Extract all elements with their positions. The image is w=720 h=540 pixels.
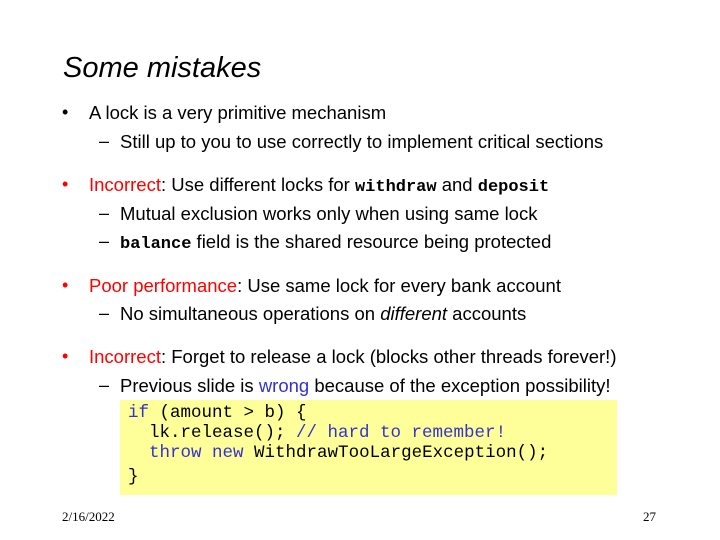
sub-bullet-text (120, 231, 551, 254)
code-balance: balance (120, 235, 192, 254)
label-incorrect: Incorrect (89, 346, 161, 367)
page-number: 27 (643, 509, 656, 524)
text: and (436, 174, 478, 195)
text: because of the exception possibility! (309, 375, 611, 396)
keyword-if: if (128, 403, 150, 423)
sub-bullet-text (120, 303, 526, 325)
dash-marker: – (99, 303, 110, 323)
dash-marker: – (99, 375, 110, 395)
bullet-text (89, 346, 616, 368)
code-line-2 (128, 423, 506, 443)
dash-marker: – (99, 231, 110, 251)
code-withdraw: withdraw (354, 178, 437, 197)
text: field is the shared resource being protected (191, 231, 552, 252)
bullet-text: A lock is a very primitive mechanism (89, 102, 387, 123)
code-line-1 (128, 403, 307, 423)
code-text: WithdrawTooLargeException(); (243, 443, 549, 463)
keyword-new: new (212, 443, 244, 463)
keyword-throw: throw (128, 443, 202, 463)
code-line-3 (128, 443, 548, 463)
bullet-text (89, 275, 561, 297)
code-deposit: deposit (477, 178, 550, 197)
text: Previous slide is (120, 375, 259, 396)
sub-bullet-text (120, 375, 611, 397)
text: : Use same lock for every bank account (237, 275, 561, 296)
dash-marker: – (99, 203, 110, 223)
text: No simultaneous operations on (120, 303, 381, 324)
bullet-marker: • (62, 102, 69, 122)
sub-bullet-text: Still up to you to use correctly to implement critical sections (120, 131, 604, 152)
code-block (120, 400, 617, 495)
bullet-marker: • (62, 275, 69, 295)
text: : Forget to release a lock (blocks other threads forever!) (160, 346, 617, 367)
code-text: lk.release(); (128, 423, 297, 443)
code-line-4: } (128, 467, 139, 487)
text: : Use different locks for (160, 174, 355, 195)
label-poor-performance: Poor performance (89, 275, 238, 296)
bullet-marker: • (62, 174, 69, 194)
text: accounts (447, 303, 527, 324)
code-text: (amount > b) { (149, 403, 307, 423)
sub-bullet-text: Mutual exclusion works only when using same lock (120, 203, 538, 224)
footer-date: 2/16/2022 (62, 509, 115, 524)
slide-title: Some mistakes (63, 52, 262, 84)
code-text (202, 443, 213, 463)
code-comment: // hard to remember! (296, 423, 507, 443)
dash-marker: – (99, 131, 110, 151)
bullet-text (89, 174, 549, 197)
highlight-wrong: wrong (258, 375, 310, 396)
bullet-marker: • (62, 346, 69, 366)
label-incorrect: Incorrect (89, 174, 161, 195)
italic-text: different (380, 303, 448, 324)
